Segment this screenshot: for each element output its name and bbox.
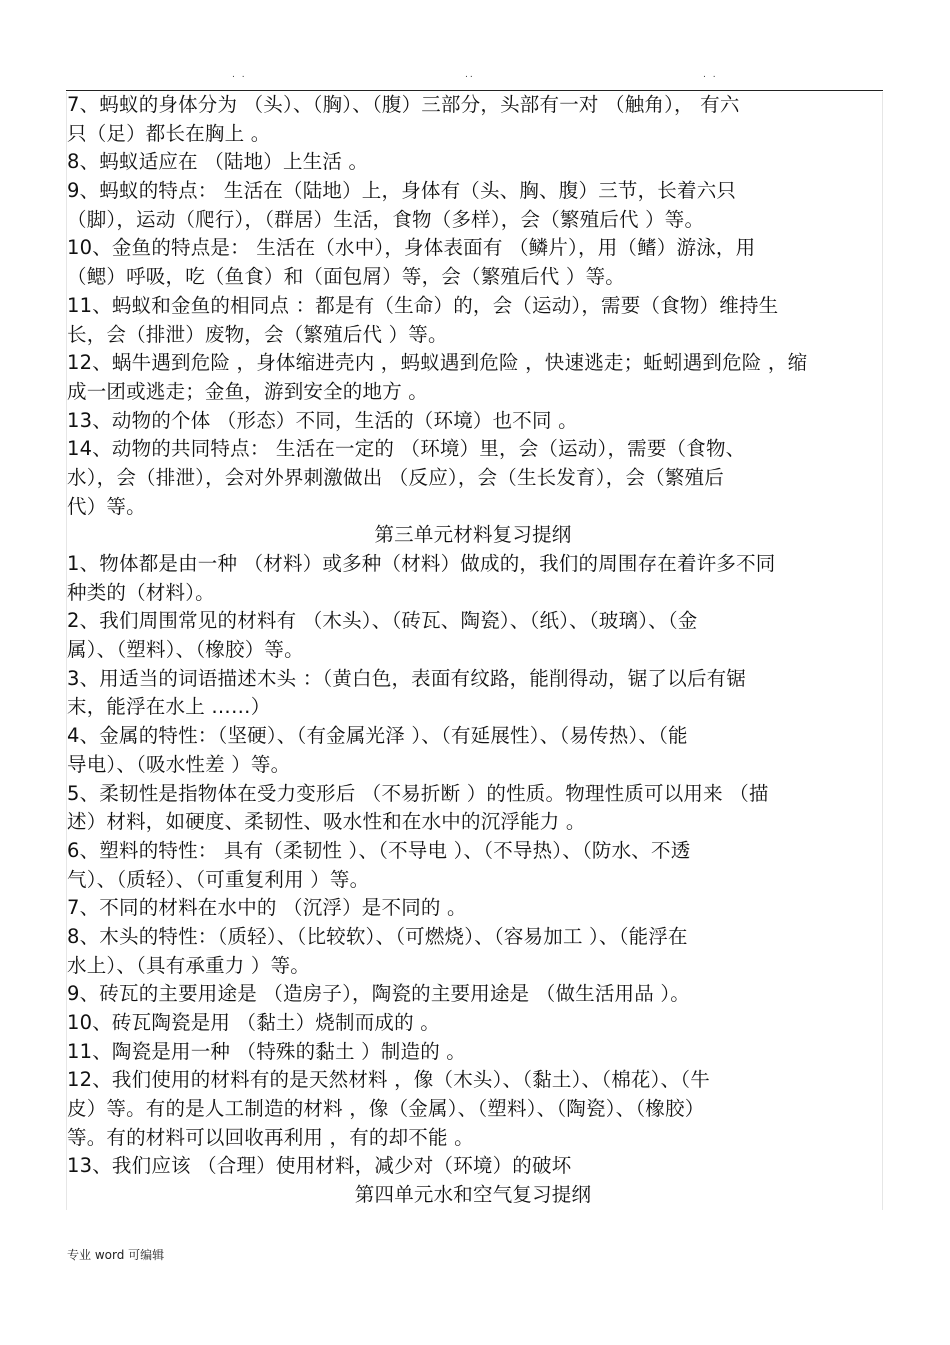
text-line: 12、蜗牛遇到危险 ，身体缩进壳内 ，蚂蚁遇到危险 ，快速逃走；蚯蚓遇到危险 ，缩 (67, 351, 808, 375)
text-line: 8、蚂蚁适应在 （陆地）上生活 。 (67, 150, 369, 174)
text-line: 9、砖瓦的主要用途是 （造房子），陶瓷的主要用途是 （做生活用品 ）。 (67, 982, 691, 1006)
document-body (67, 91, 879, 1210)
header-mark: .. (465, 70, 475, 80)
text-line: 2、我们周围常见的材料有 （木头）、（砖瓦、陶瓷）、（纸）、（玻璃）、（金 (67, 609, 698, 633)
text-line: 6、塑料的特性： 具有（柔韧性 ）、（不导电 ）、（不导热）、（防水、不透 (67, 838, 691, 862)
text-line: 4、金属的特性：（坚硬）、（有金属光泽 ）、（有延展性）、（易传热）、（能 (67, 724, 688, 748)
text-line: 8、木头的特性：（质轻）、（比较软）、（可燃烧）、（容易加工 ）、（能浮在 (67, 924, 688, 948)
text-line: 14、动物的共同特点： 生活在一定的 （环境）里，会（运动），需要（食物、 (67, 437, 746, 461)
text-line: 长，会（排泄）废物，会（繁殖后代 ）等。 (67, 322, 448, 346)
text-line: 10、砖瓦陶瓷是用 （黏土）烧制而成的 。 (67, 1011, 440, 1034)
text-line: 水上）、（具有承重力 ）等。 (67, 953, 310, 977)
text-line: 导电）、（吸水性差 ）等。 (67, 752, 291, 776)
text-line: 气）、（质轻）、（可重复利用 ）等。 (67, 867, 370, 891)
header-mark: . . (703, 70, 718, 80)
text-line: 只（足）都长在胸上 。 (67, 121, 271, 145)
text-line: 末，能浮在水上 ……） (67, 695, 271, 719)
text-line: 11、蚂蚁和金鱼的相同点 ：都是有（生命）的，会（运动），需要（食物）维持生 (67, 293, 779, 317)
text-line: 13、我们应该 （合理）使用材料，减少对（环境）的破坏 (67, 1154, 572, 1178)
right-margin-rule (882, 92, 883, 1210)
text-line: 10、金鱼的特点是： 生活在（水中），身体表面有 （鳞片），用（鳍）游泳，用 (67, 236, 756, 260)
text-line: （鳃）呼吸，吃（鱼食）和（面包屑）等，会（繁殖后代 ）等。 (67, 265, 625, 289)
text-line: 种类的（材料）。 (67, 580, 215, 604)
text-line: 等。有的材料可以回收再利用 ，有的却不能 。 (67, 1125, 474, 1149)
text-line: 3、用适当的词语描述木头 ：（黄白色，表面有纹路，能削得动，锯了以后有锯 (67, 666, 747, 690)
header-mark: . . (232, 70, 247, 80)
text-line: 代）等。 (67, 494, 146, 518)
footer-text: 专业 word 可编辑 (67, 1248, 165, 1262)
text-line: 13、动物的个体 （形态）不同，生活的（环境）也不同 。 (67, 408, 578, 432)
text-line: 7、蚂蚁的身体分为 （头）、（胸）、（腹）三部分，头部有一对 （触角）， 有六 (67, 93, 740, 116)
text-line: 述）材料，如硬度、柔韧性、吸水性和在水中的沉浮能力 。 (67, 810, 586, 834)
text-line: （脚），运动（爬行），（群居）生活，食物（多样），会（繁殖后代 ）等。 (67, 207, 705, 231)
text-line: 7、不同的材料在水中的 （沉浮）是不同的 。 (67, 896, 467, 920)
section-heading: 第四单元水和空气复习提纲 (354, 1183, 592, 1207)
text-line: 11、陶瓷是用一种 （特殊的黏土 ）制造的 。 (67, 1039, 467, 1063)
text-line: 12、我们使用的材料有的是天然材料 ，像（木头）、（黏土）、（棉花）、（牛 (67, 1068, 710, 1092)
header-marks (0, 70, 950, 84)
text-line: 5、柔韧性是指物体在受力变形后 （不易折断 ）的性质。物理性质可以用来 （描 (67, 781, 769, 805)
text-line: 成一团或逃走；金鱼，游到安全的地方 。 (67, 379, 428, 403)
text-line: 1、物体都是由一种 （材料）或多种（材料）做成的，我们的周围存在着许多不同 (67, 552, 776, 575)
text-line: 属）、（塑料）、（橡胶）等。 (67, 638, 304, 662)
text-line: 皮）等。有的是人工制造的材料 ，像（金属）、（塑料）、（陶瓷）、（橡胶） (67, 1097, 705, 1121)
text-line: 水），会（排泄），会对外界刺激做出 （反应），会（生长发育），会（繁殖后 (67, 465, 724, 489)
section-heading: 第三单元材料复习提纲 (374, 523, 572, 547)
text-line: 9、蚂蚁的特点： 生活在（陆地）上，身体有（头、胸、腹）三节，长着六只 (67, 179, 737, 203)
